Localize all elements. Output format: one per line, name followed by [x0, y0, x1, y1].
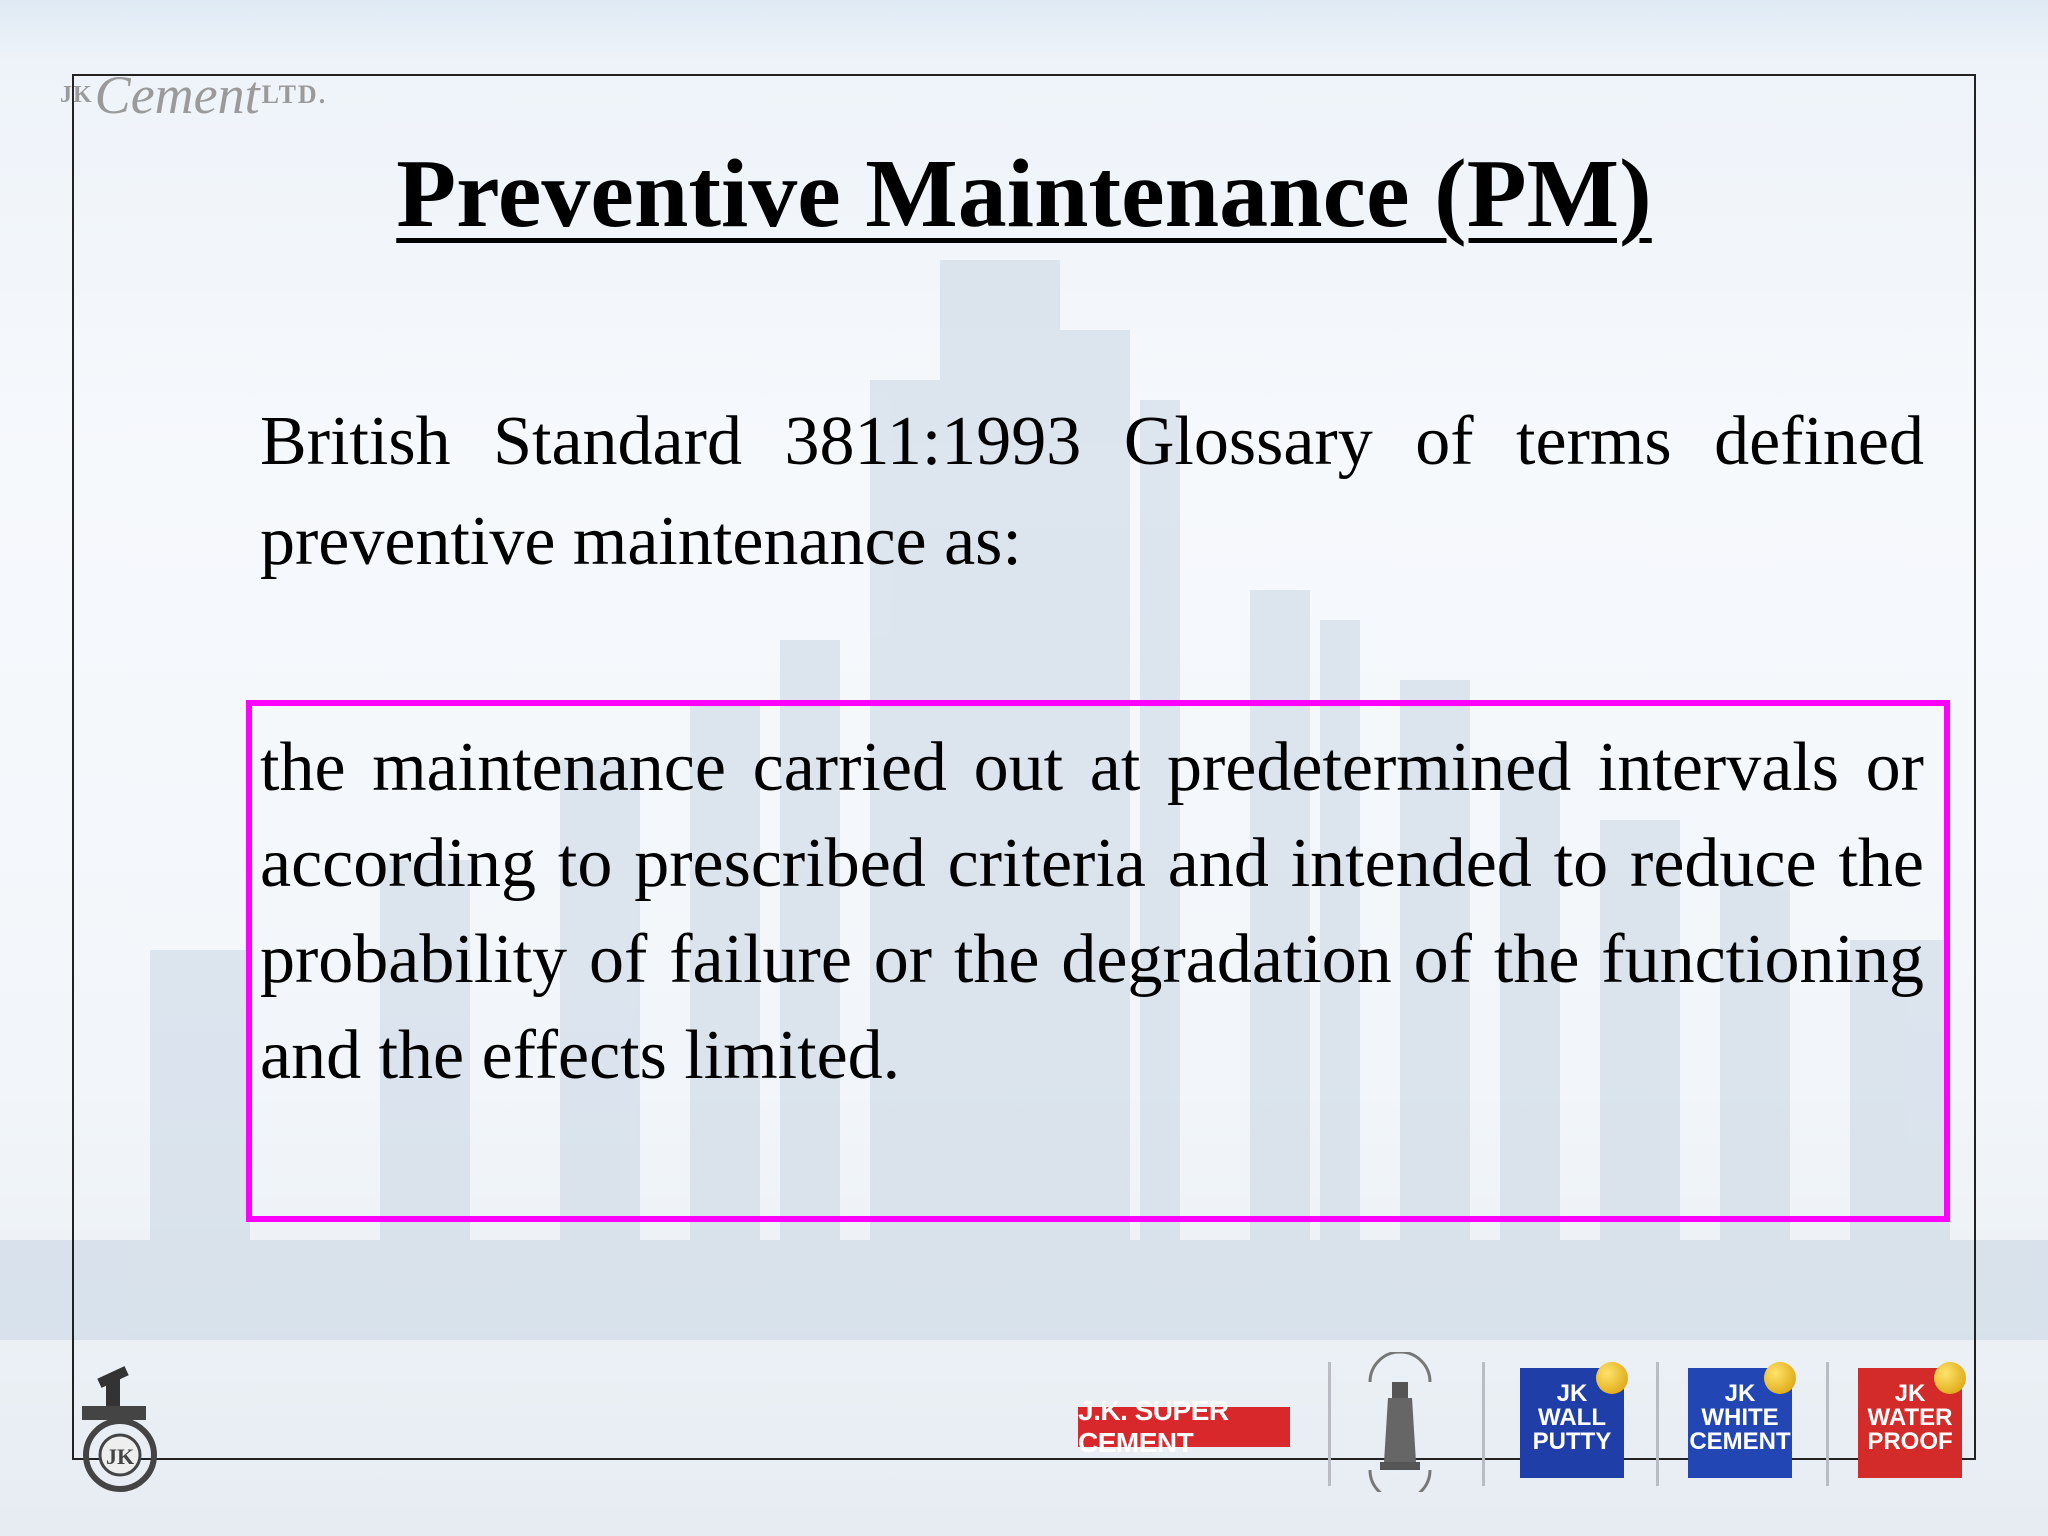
globe-icon: [1764, 1362, 1796, 1394]
badge-line: PROOF: [1867, 1428, 1953, 1455]
jk-super-cement-logo: J.K. SUPER CEMENT: [1078, 1407, 1290, 1447]
badge-line: JK: [1894, 1380, 1926, 1407]
tower-emblem-icon: [1352, 1352, 1448, 1492]
jk-water-proof-badge: [1858, 1368, 1962, 1478]
intro-text: British Standard 3811:1993 Glossary of terms defined preventive maintenance as:: [260, 403, 1924, 580]
footer-divider: [1482, 1362, 1485, 1486]
footer-divider: [1826, 1362, 1829, 1486]
footer-divider: [1656, 1362, 1659, 1486]
jk-white-cement-badge: [1688, 1368, 1792, 1478]
badge-line: CEMENT: [1689, 1428, 1791, 1455]
jk-wall-putty-badge: [1520, 1368, 1624, 1478]
svg-text:JK: JK: [105, 1444, 135, 1469]
badge-line: WALL: [1538, 1404, 1606, 1431]
badge-line: WATER: [1867, 1404, 1953, 1431]
footer-divider: [1328, 1362, 1331, 1486]
logo-suffix: LTD.: [261, 80, 328, 109]
slide-title: Preventive Maintenance (PM): [396, 140, 1652, 248]
definition-text: the maintenance carried out at predetermined intervals or according to prescribed criteria and intended to reduce the probability of failure or the degradation of the functioning and the effects limited.: [260, 729, 1924, 1094]
logo-prefix: JK: [60, 81, 93, 108]
badge-line: PUTTY: [1532, 1428, 1612, 1455]
globe-icon: [1596, 1362, 1628, 1394]
badge-line: WHITE: [1701, 1404, 1779, 1431]
logo-script: Cement: [94, 65, 260, 125]
badge-line: JK: [1556, 1380, 1588, 1407]
badge-line: JK: [1724, 1380, 1756, 1407]
globe-icon: [1934, 1362, 1966, 1394]
